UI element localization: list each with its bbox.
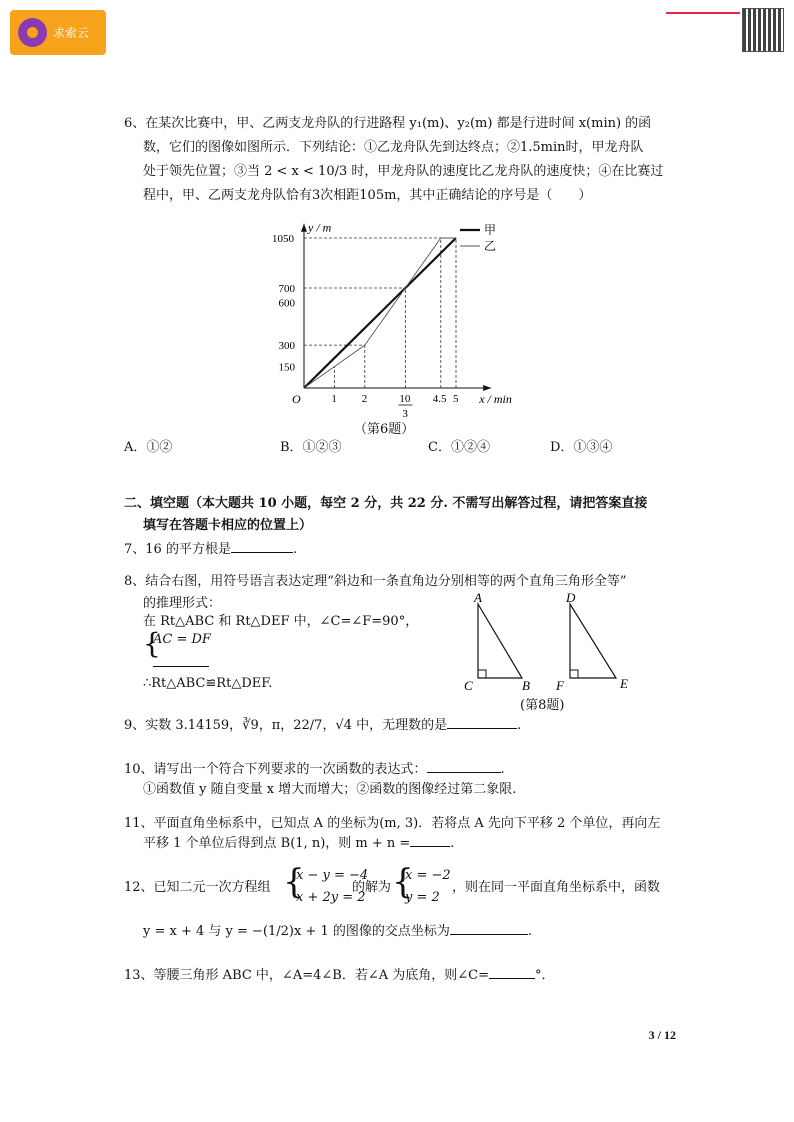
q12-answer-blank — [450, 922, 528, 935]
legend-label-jia: 甲 — [484, 223, 497, 237]
q6-option-d: D．①③④ — [550, 440, 613, 455]
q11-line-1: 11、平面直角坐标系中，已知点 A 的坐标为(m, 3)．若将点 A 先向下平移 2 个单位，再向左 — [124, 816, 661, 831]
q9-end: . — [517, 718, 522, 733]
x-tick-label: 4.5 — [432, 393, 447, 405]
q8-line-4: AC = DF — [153, 632, 211, 647]
q8-line-2: 的推理形式： — [143, 596, 222, 611]
q8-caption: (第8题) — [520, 698, 565, 713]
label-f: F — [556, 678, 564, 690]
y-axis-label: y / m — [308, 220, 332, 235]
q13-text: 13、等腰三角形 ABC 中，∠A=4∠B．若∠A 为底角，则∠C= — [124, 968, 489, 983]
q12-brace-2: { — [392, 862, 414, 902]
q8-brace: { — [143, 627, 161, 660]
q11-text: 平移 1 个单位后得到点 B(1, n)，则 m + n = — [143, 836, 411, 851]
q12-sol-a: x = −2 — [405, 868, 451, 883]
y-tick-label: 600 — [278, 297, 295, 310]
origin-label: O — [292, 392, 301, 406]
q12-sys-b: x + 2y = 2 — [296, 890, 366, 905]
page-number: 3 / 12 — [648, 1028, 676, 1042]
y-tick-label: 700 — [278, 283, 295, 295]
q13-end: °． — [534, 968, 555, 983]
section2-heading-2: 填写在答题卡相应的位置上） — [143, 518, 313, 533]
x-axis-arrow-icon — [483, 385, 491, 391]
q7-end: . — [292, 542, 298, 557]
q7 — [124, 540, 297, 560]
x-tick-label: 1 — [331, 393, 337, 405]
x-tick-label: 5 — [453, 393, 459, 405]
q12-end: . — [527, 924, 533, 939]
y-tick-label: 1050 — [272, 233, 294, 245]
q6-line-2: 数，它们的图像如图所示．下列结论：①乙龙舟队先到达终点；②1.5min时，甲龙舟队 — [143, 140, 644, 155]
y-tick-label: 150 — [278, 361, 295, 374]
q9 — [124, 716, 521, 736]
q6-line-3: 处于领先位置；③当 2 < x < 10/3 时，甲龙舟队的速度比乙龙舟队的速度快；④在比赛过 — [143, 164, 664, 179]
q10-line-2: ①函数值 y 随自变量 x 增大而增大；②函数的图像经过第二象限. — [143, 782, 517, 797]
logo — [10, 10, 106, 55]
q12-brace-1: { — [283, 862, 305, 902]
x-tick-label: 10 — [399, 393, 411, 405]
q6-caption: （第6题） — [354, 422, 415, 437]
q11-answer-blank — [410, 834, 450, 847]
logo-text: 求索云 — [53, 26, 90, 40]
label-c: C — [464, 678, 473, 690]
label-b: B — [522, 678, 530, 690]
q10-end: . — [500, 762, 505, 777]
q8-answer-blank — [153, 654, 209, 667]
logo-mark-icon — [18, 18, 47, 47]
q8-line-3: 在 Rt△ABC 和 Rt△DEF 中，∠C=∠F=90°， — [143, 614, 419, 629]
q10-line-1 — [124, 760, 505, 780]
x-tick-label: 3 — [402, 408, 408, 420]
q9-answer-blank — [447, 716, 517, 729]
q11-end: . — [450, 836, 455, 851]
q8-line-1: 8、结合右图，用符号语言表达定理“斜边和一条直角边分别相等的两个直角三角形全等” — [124, 574, 627, 589]
q10-answer-blank — [427, 760, 501, 773]
q6-option-b: B．①②③ — [280, 440, 342, 455]
y-axis-arrow-icon — [301, 224, 307, 232]
label-a: A — [474, 590, 482, 605]
label-e: E — [620, 676, 628, 690]
q12-line-2 — [143, 922, 532, 942]
q11-line-2 — [143, 834, 454, 854]
q6-line-4: 程中，甲、乙两支龙舟队恰有3次相距105m，其中正确结论的序号是（ ） — [143, 188, 592, 203]
q13 — [124, 966, 555, 986]
q10-text: 10、请写出一个符合下列要求的一次函数的表达式： — [124, 762, 427, 777]
q7-answer-blank — [231, 540, 293, 553]
y-tick-label: 300 — [278, 340, 295, 353]
q12-sol-b: y = 2 — [405, 890, 440, 905]
q8-triangles — [460, 590, 640, 690]
q12-line-1a: 12、已知二元一次方程组 — [124, 880, 271, 895]
x-tick-label: 2 — [361, 393, 368, 405]
legend-label-yi: 乙 — [484, 239, 497, 253]
q6-chart — [270, 208, 540, 423]
q12-line-1c: ，则在同一平面直角坐标系中，函数 — [452, 880, 661, 895]
header-red-rule — [666, 12, 740, 14]
q6-option-c: C．①②④ — [428, 440, 490, 455]
series-line-jia — [304, 238, 456, 388]
q12-line-1b: 的解为 — [352, 880, 392, 895]
q6-line-1: 6、在某次比赛中，甲、乙两支龙舟队的行进路程 y₁(m)、y₂(m) 都是行进时间 x(min) 的函 — [124, 116, 652, 131]
qr-code-icon — [742, 8, 784, 52]
q8-line-5: ∴Rt△ABC≌Rt△DEF. — [143, 676, 273, 691]
q7-text: 7、16 的平方根是 — [124, 542, 231, 557]
q6-option-a: A．①② — [124, 440, 173, 455]
x-axis-label: x / min — [479, 392, 512, 406]
q12-text: y = x + 4 与 y = −(1/2)x + 1 的图像的交点坐标为 — [143, 924, 450, 939]
section2-heading: 二、填空题（本大题共 10 小题，每空 2 分，共 22 分. 不需写出解答过程，请把答案直接 — [124, 496, 648, 511]
q12-sys-a: x − y = −4 — [296, 868, 369, 883]
q13-answer-blank — [489, 966, 535, 979]
q9-text: 9、实数 3.14159，∛9，π，22/7，√4 中，无理数的是 — [124, 718, 448, 733]
label-d: D — [566, 590, 576, 605]
